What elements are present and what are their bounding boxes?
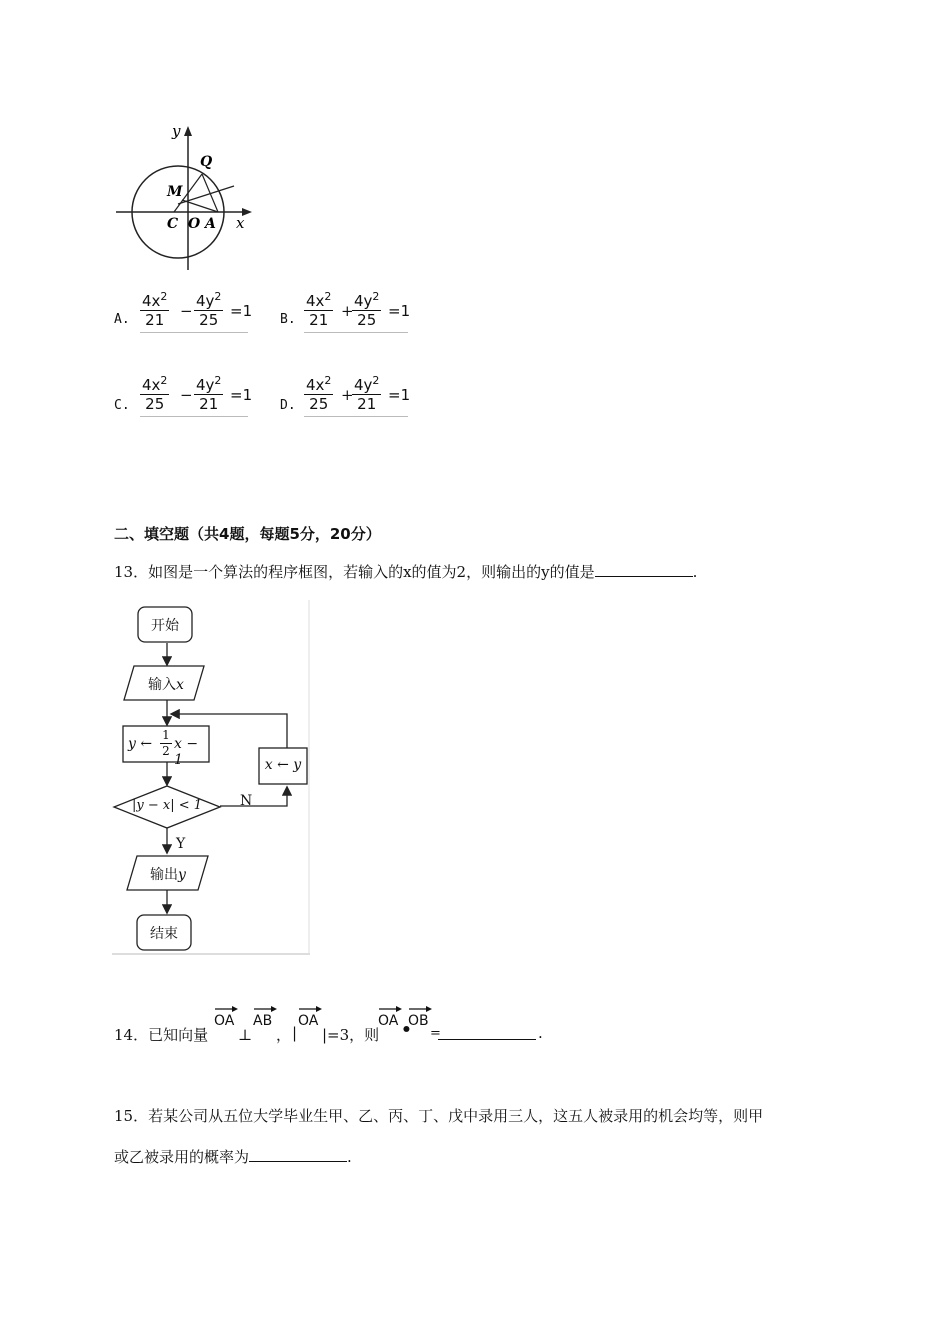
option-c-op: −: [180, 386, 193, 404]
answer-blank-15[interactable]: [249, 1147, 347, 1162]
vector-ob: OB: [408, 1005, 432, 1029]
question-13-text: 13．如图是一个算法的程序框图，若输入的x的值为2，则输出的y的值是: [114, 563, 595, 581]
label-a: A: [205, 216, 216, 232]
assign-label: y ← 1 2 x − 1: [128, 728, 199, 768]
option-a-letter: A.: [114, 312, 130, 327]
option-d-frac1: $\frac{4x^2}{25}$: [306, 374, 332, 413]
answer-blank-13[interactable]: [595, 562, 693, 577]
option-a-frac1: $\frac{4x^2}{21}$: [142, 290, 168, 329]
option-d-rhs: =1: [388, 386, 411, 404]
flowchart: [112, 600, 310, 956]
vector-oa-3: OA: [378, 1005, 402, 1029]
label-o: O: [188, 216, 201, 232]
answer-blank-14[interactable]: [438, 1025, 536, 1040]
question-15-line2: 或乙被录用的概率为 .: [114, 1148, 352, 1166]
flowchart-connectors: [112, 600, 310, 956]
end-label: 结束: [150, 926, 178, 942]
option-c-letter: C.: [114, 398, 130, 413]
label-c: C: [167, 216, 179, 232]
option-c-underline: [140, 416, 248, 417]
arrow-cond-no: [220, 788, 287, 806]
option-a-op: −: [180, 302, 193, 320]
option-b-underline: [304, 332, 408, 333]
condition-label: |y − x| < 1: [131, 798, 203, 813]
option-b-rhs: =1: [388, 302, 411, 320]
assign-fraction: 1 2: [160, 728, 172, 759]
perp-symbol: ⊥: [238, 1026, 253, 1044]
label-x: x: [236, 214, 245, 232]
vector-oa-2: OA: [298, 1005, 322, 1029]
label-y: y: [172, 122, 181, 140]
equals: =: [430, 1026, 441, 1041]
y-axis-arrow: [184, 126, 192, 136]
option-b-frac2: $\frac{4y^2}{25}$: [354, 290, 380, 329]
option-d-op: +: [341, 386, 354, 404]
label-q: Q: [200, 154, 213, 170]
option-c-rhs: =1: [230, 386, 253, 404]
side-label: x ← y: [264, 757, 302, 773]
question-14-prefix: 14．已知向量: [114, 1026, 209, 1044]
input-label: 输入x: [148, 677, 184, 693]
question-15-line1: 15．若某公司从五位大学毕业生甲、乙、丙、丁、戊中录用三人，这五人被录用的机会均等，则甲: [114, 1107, 764, 1125]
option-a-underline: [140, 332, 248, 333]
option-b-op: +: [341, 302, 354, 320]
option-a-rhs: =1: [230, 302, 253, 320]
circle-figure: [112, 120, 262, 280]
label-m: M: [167, 184, 183, 200]
option-c-frac1: $\frac{4x^2}{25}$: [142, 374, 168, 413]
option-d-underline: [304, 416, 408, 417]
option-b-frac1: $\frac{4x^2}{21}$: [306, 290, 332, 329]
option-c-frac2: $\frac{4y^2}{21}$: [196, 374, 222, 413]
question-14-end: .: [538, 1024, 543, 1042]
start-label: 开始: [151, 618, 179, 634]
section-heading: 二、填空题（共4题，每题5分，20分）: [114, 525, 381, 543]
yes-label: Y: [176, 836, 186, 852]
option-a-frac2: $\frac{4y^2}{25}$: [196, 290, 222, 329]
option-b-letter: B.: [280, 312, 296, 327]
comma: ，: [276, 1026, 292, 1044]
no-label: N: [240, 793, 253, 809]
abs-bar-right: |=3，则: [322, 1026, 380, 1044]
option-d-letter: D.: [280, 398, 296, 413]
option-d-frac2: $\frac{4y^2}{21}$: [354, 374, 380, 413]
question-13: 13．如图是一个算法的程序框图，若输入的x的值为2，则输出的y的值是 .: [114, 563, 698, 581]
output-label: 输出y: [150, 867, 186, 883]
vector-ab: AB: [253, 1005, 277, 1029]
abs-bar-left: |: [292, 1024, 298, 1042]
dot-product: •: [401, 1020, 412, 1040]
vector-oa-1: OA: [214, 1005, 238, 1029]
